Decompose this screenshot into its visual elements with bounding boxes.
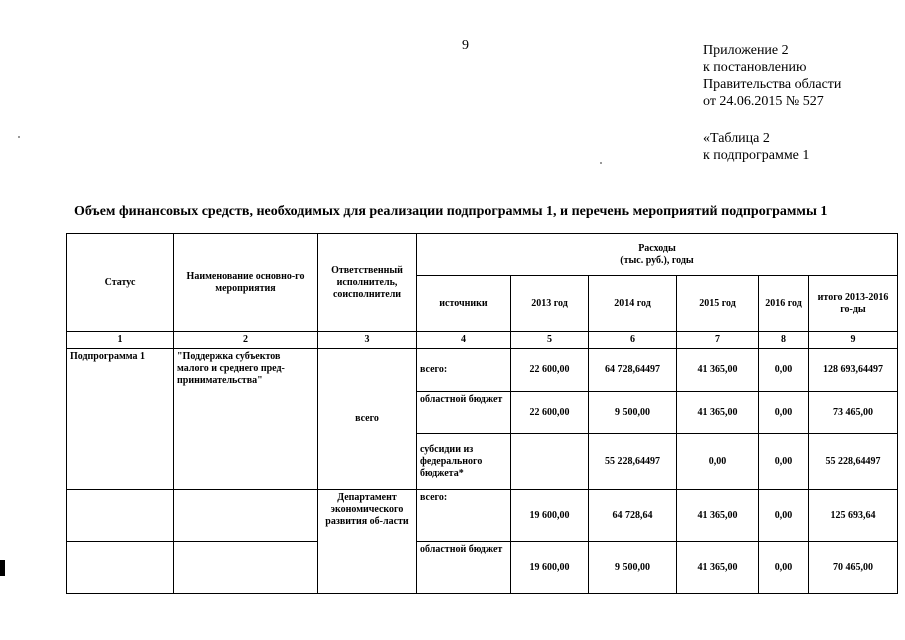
column-number-row [67,332,898,349]
value-2015: 41 365,00 [677,542,759,594]
col-number: 2 [174,332,318,349]
value-2014: 9 500,00 [589,392,677,434]
value-2016: 0,00 [759,542,809,594]
scan-margin-mark [0,560,5,576]
appendix-line-3: Правительства области [703,77,842,92]
col-number: 7 [677,332,759,349]
col-number: 5 [511,332,589,349]
value-2013 [511,434,589,490]
value-2016: 0,00 [759,490,809,542]
value-2014: 64 728,64 [589,490,677,542]
value-2013: 22 600,00 [511,349,589,392]
header-status: Статус [67,234,174,332]
status-cell-empty [67,490,174,542]
value-2016: 0,00 [759,392,809,434]
value-2015: 41 365,00 [677,349,759,392]
executor-cell: всего [318,349,417,490]
value-2013: 19 600,00 [511,542,589,594]
event-name-cell-empty [174,542,318,594]
value-2015: 41 365,00 [677,490,759,542]
col-number: 1 [67,332,174,349]
table-row [67,349,898,392]
funding-table [66,233,898,594]
table-ref-line-1: «Таблица 2 [703,131,770,146]
value-2014: 64 728,64497 [589,349,677,392]
event-name-cell: "Поддержка субъектов малого и среднего пред-принимательства" [174,349,318,490]
scan-speck [600,162,602,164]
value-2013: 22 600,00 [511,392,589,434]
document-title: Объем финансовых средств, необходимых для реализации подпрограммы 1, и перечень мероприятий подпрограммы 1 [74,204,828,219]
table-ref-line-2: к подпрограмме 1 [703,148,810,163]
source-cell: областной бюджет [417,542,511,594]
event-name-cell-empty [174,490,318,542]
appendix-line-4: от 24.06.2015 № 527 [703,94,824,109]
header-2013: 2013 год [511,276,589,332]
executor-cell: Департамент экономического развития об-ласти [318,490,417,594]
value-2014: 55 228,64497 [589,434,677,490]
source-cell: субсидии из федерального бюджета* [417,434,511,490]
header-expenses-label: Расходы [638,242,676,254]
status-cell-empty [67,542,174,594]
scan-speck [18,136,20,138]
appendix-line-2: к постановлению [703,60,807,75]
header-expenses [417,234,898,276]
col-number: 9 [809,332,898,349]
table-reference [703,130,809,164]
table-row [67,490,898,542]
value-2014: 9 500,00 [589,542,677,594]
value-2013: 19 600,00 [511,490,589,542]
value-total: 70 465,00 [809,542,898,594]
value-2015: 0,00 [677,434,759,490]
col-number: 3 [318,332,417,349]
col-number: 4 [417,332,511,349]
header-2015: 2015 год [677,276,759,332]
header-executor: Ответственный исполнитель, соисполнители [318,234,417,332]
status-cell: Подпрограмма 1 [67,349,174,490]
col-number: 6 [589,332,677,349]
header-expenses-unit: (тыс. руб.), годы [620,254,694,266]
appendix-line-1: Приложение 2 [703,43,789,58]
value-2016: 0,00 [759,349,809,392]
header-2014: 2014 год [589,276,677,332]
value-total: 128 693,64497 [809,349,898,392]
value-total: 125 693,64 [809,490,898,542]
appendix-block [703,42,841,110]
value-total: 73 465,00 [809,392,898,434]
value-2016: 0,00 [759,434,809,490]
col-number: 8 [759,332,809,349]
header-total: итого 2013-2016 го-ды [809,276,898,332]
value-2015: 41 365,00 [677,392,759,434]
page-number: 9 [462,38,469,53]
source-cell: областной бюджет [417,392,511,434]
table-row [67,542,898,594]
header-name: Наименование основно-го мероприятия [174,234,318,332]
header-2016: 2016 год [759,276,809,332]
header-sources: источники [417,276,511,332]
source-cell: всего: [417,349,511,392]
value-total: 55 228,64497 [809,434,898,490]
source-cell: всего: [417,490,511,542]
